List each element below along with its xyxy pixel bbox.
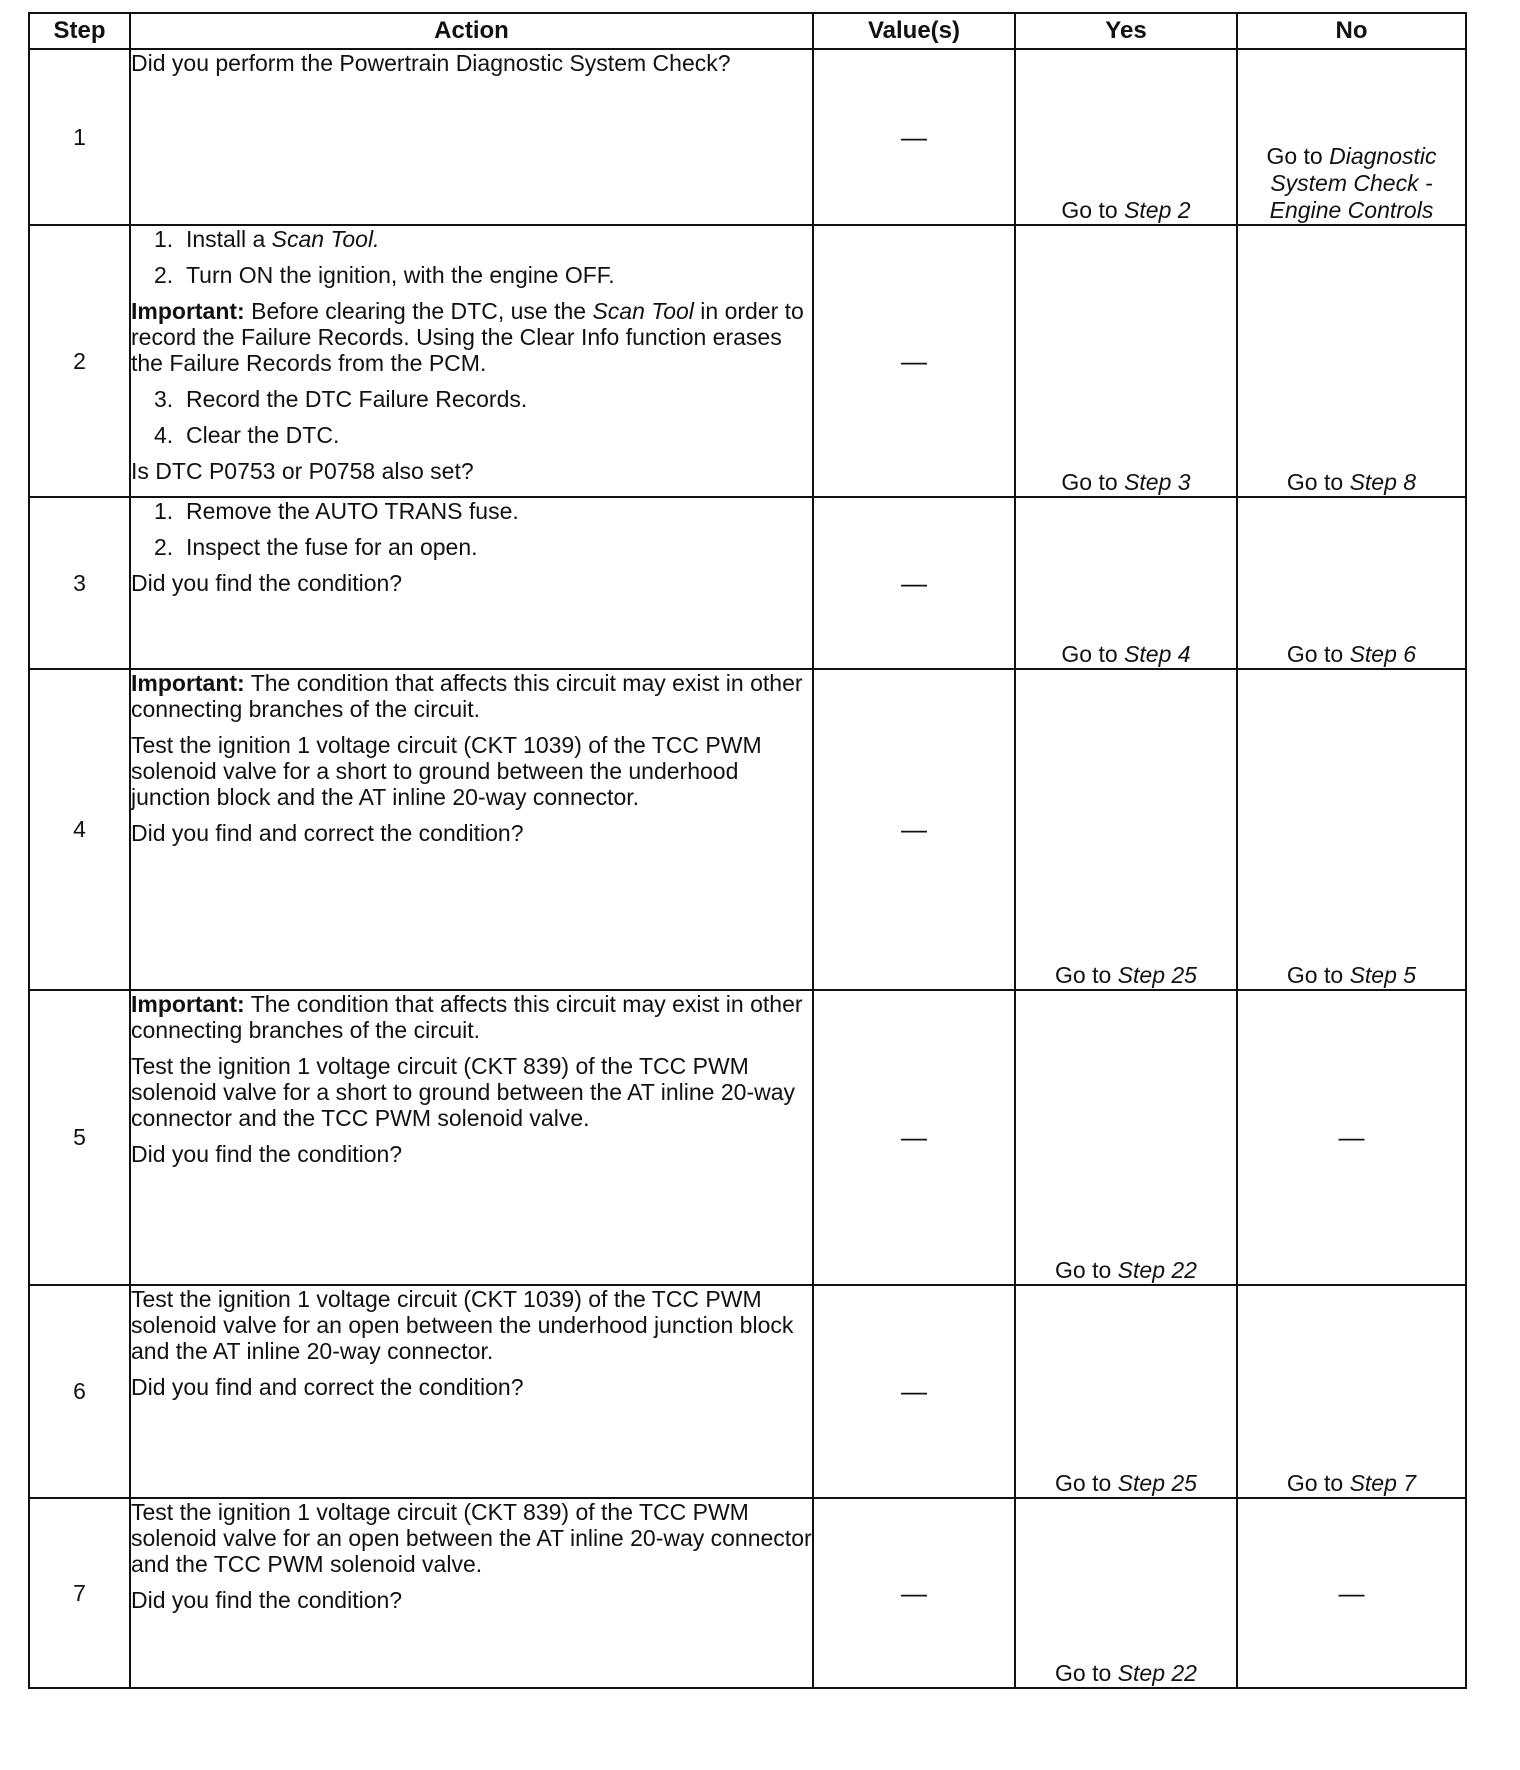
action-list-item: 2. Inspect the fuse for an open. — [154, 534, 478, 560]
table-row — [29, 49, 1466, 225]
important-note: Important: Before clearing the DTC, use the Scan Tool in order to record the Failure Records. Using the Clear Info function erases the Failure Records from the PCM. — [131, 298, 804, 376]
diagnostic-table — [28, 12, 1467, 1689]
yes-cell: Go to Step 4 — [1015, 497, 1237, 669]
action-question: Did you find and correct the condition? — [131, 820, 524, 846]
action-question: Did you find and correct the condition? — [131, 1374, 524, 1400]
step-number: 5 — [29, 990, 130, 1285]
action-text: Test the ignition 1 voltage circuit (CKT 1039) of the TCC PWM solenoid valve for an open between the underhood junction block and the AT inline 20-way connector. — [131, 1286, 794, 1364]
action-question: Did you find the condition? — [131, 570, 403, 596]
yes-cell: Go to Step 3 — [1015, 225, 1237, 497]
action-cell — [130, 225, 813, 497]
value-cell: — — [813, 225, 1015, 497]
action-text: Test the ignition 1 voltage circuit (CKT 839) of the TCC PWM solenoid valve for an open between the AT inline 20-way connector and the TCC PWM solenoid valve. — [131, 1499, 812, 1577]
action-list-item: 1. Remove the AUTO TRANS fuse. — [154, 498, 519, 524]
header-action: Action — [130, 13, 813, 49]
yes-cell: Go to Step 22 — [1015, 990, 1237, 1285]
no-cell: Go to Diagnostic System Check - Engine Controls — [1237, 49, 1466, 225]
yes-cell: Go to Step 25 — [1015, 669, 1237, 990]
action-question: Is DTC P0753 or P0758 also set? — [131, 458, 474, 484]
no-cell: — — [1237, 990, 1466, 1285]
no-cell: Go to Step 7 — [1237, 1285, 1466, 1498]
header-row — [29, 13, 1466, 49]
action-cell — [130, 1498, 813, 1688]
action-text: Did you perform the Powertrain Diagnostic System Check? — [131, 50, 731, 76]
action-list-item: 4. Clear the DTC. — [154, 422, 340, 448]
no-cell: Go to Step 5 — [1237, 669, 1466, 990]
value-cell: — — [813, 669, 1015, 990]
step-number: 3 — [29, 497, 130, 669]
action-question: Did you find the condition? — [131, 1141, 403, 1167]
action-list-item: 1. Install a Scan Tool. — [154, 226, 380, 252]
action-question: Did you find the condition? — [131, 1587, 403, 1613]
no-cell: Go to Step 6 — [1237, 497, 1466, 669]
no-cell: — — [1237, 1498, 1466, 1688]
important-note: Important: The condition that affects this circuit may exist in other connecting branches of the circuit. — [131, 991, 803, 1043]
yes-cell: Go to Step 25 — [1015, 1285, 1237, 1498]
action-cell — [130, 669, 813, 990]
value-cell: — — [813, 1285, 1015, 1498]
value-cell: — — [813, 49, 1015, 225]
header-step: Step — [29, 13, 130, 49]
important-note: Important: The condition that affects this circuit may exist in other connecting branches of the circuit. — [131, 670, 803, 722]
action-cell — [130, 1285, 813, 1498]
yes-cell: Go to Step 22 — [1015, 1498, 1237, 1688]
table-row — [29, 669, 1466, 990]
table-row — [29, 1498, 1466, 1688]
yes-cell: Go to Step 2 — [1015, 49, 1237, 225]
header-no: No — [1237, 13, 1466, 49]
value-cell: — — [813, 1498, 1015, 1688]
action-cell — [130, 497, 813, 669]
table-row — [29, 225, 1466, 497]
table-row — [29, 497, 1466, 669]
action-list-item: 2. Turn ON the ignition, with the engine OFF. — [154, 262, 615, 288]
value-cell: — — [813, 990, 1015, 1285]
table-row — [29, 990, 1466, 1285]
step-number: 6 — [29, 1285, 130, 1498]
header-yes: Yes — [1015, 13, 1237, 49]
action-list-item: 3. Record the DTC Failure Records. — [154, 386, 528, 412]
action-cell — [130, 49, 813, 225]
header-values: Value(s) — [813, 13, 1015, 49]
step-number: 2 — [29, 225, 130, 497]
step-number: 1 — [29, 49, 130, 225]
table-row — [29, 1285, 1466, 1498]
step-number: 7 — [29, 1498, 130, 1688]
action-cell — [130, 990, 813, 1285]
no-cell: Go to Step 8 — [1237, 225, 1466, 497]
value-cell: — — [813, 497, 1015, 669]
action-text: Test the ignition 1 voltage circuit (CKT 839) of the TCC PWM solenoid valve for a short to ground between the AT inline 20-way connector and the TCC PWM solenoid valve. — [131, 1053, 796, 1131]
step-number: 4 — [29, 669, 130, 990]
action-text: Test the ignition 1 voltage circuit (CKT 1039) of the TCC PWM solenoid valve for a short to ground between the underhood junction block and the AT inline 20-way connector. — [131, 732, 762, 810]
